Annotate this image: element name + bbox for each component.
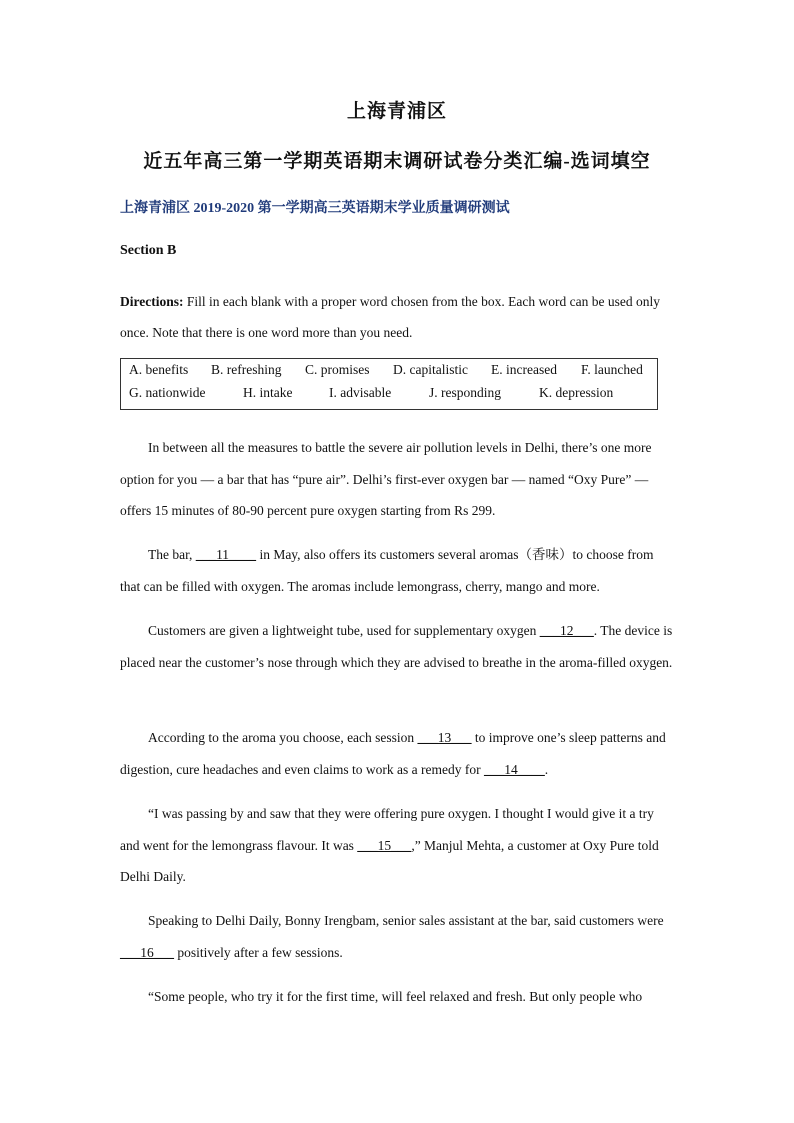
- paragraph-text: .: [544, 761, 549, 777]
- blank-13: ___13___: [417, 730, 472, 745]
- blank-16: ___16___: [120, 944, 174, 960]
- paragraph-text: . The device is placed near the customer’s nose through which they are advised to breathe in the aroma-filled oxygen.: [120, 623, 673, 670]
- blank-14: ___14____: [484, 761, 545, 777]
- word-option: I. advisable: [329, 385, 392, 400]
- paragraph-7: “Some people, who try it for the first time, will feel relaxed and fresh. But only people who: [148, 989, 643, 1004]
- blank-11: ___11____: [195, 547, 257, 562]
- document-subtitle: 近五年高三第一学期英语期末调研试卷分类汇编-选词填空: [143, 151, 651, 172]
- paragraph-text: in May, also offers its customers several aromas（香味）to choose from that can be filled with oxygen. The aromas include lemongrass, cherry, mango and more.: [120, 547, 654, 594]
- paragraph-text: According to the aroma you choose, each session: [148, 730, 418, 745]
- word-option: H. intake: [243, 385, 293, 400]
- paragraph-text: positively after a few sessions.: [174, 944, 343, 960]
- paragraph-text: “I was passing by and saw that they were offering pure oxygen. I thought I would give it a try and went for the lemongrass flavour. It was: [120, 806, 654, 853]
- paragraph-1: In between all the measures to battle the severe air pollution levels in Delhi, there’s one more option for you — a bar that has “pure air”. Delhi’s first-ever oxygen bar — named “Oxy Pure” — offers 15 minutes of 80-90 percent pure oxygen starting from Rs 299.: [120, 440, 652, 518]
- word-option: F. launched: [581, 362, 643, 377]
- blank-15: ___15___: [357, 837, 412, 853]
- directions-text: Fill in each blank with a proper word chosen from the box. Each word can be used only once. Note that there is one word more than you need.: [120, 294, 660, 340]
- word-option: B. refreshing: [211, 362, 282, 377]
- word-option: K. depression: [539, 385, 614, 400]
- document-title: 上海青浦区: [346, 101, 447, 122]
- paragraph-text: ,” Manjul Mehta, a customer at Oxy Pure told Delhi Daily.: [120, 837, 659, 884]
- paragraph-text: The bar,: [148, 547, 196, 562]
- paragraph-6: [120, 905, 676, 968]
- paragraph-5: [120, 798, 676, 893]
- word-option: D. capitalistic: [393, 362, 468, 377]
- paragraph-text: to improve one’s sleep patterns and digestion, cure headaches and even claims to work as a remedy for: [120, 730, 666, 777]
- directions: [120, 286, 680, 348]
- exam-title: 上海青浦区 2019-2020 第一学期高三英语期末学业质量调研测试: [120, 201, 510, 216]
- paragraph-4: [120, 722, 676, 785]
- word-option: A. benefits: [129, 362, 189, 377]
- word-box: [120, 358, 658, 410]
- section-heading: Section B: [120, 243, 177, 258]
- word-option: E. increased: [491, 362, 557, 377]
- directions-label: Directions:: [120, 294, 184, 309]
- paragraph-text: Speaking to Delhi Daily, Bonny Irengbam, senior sales assistant at the bar, said customers were: [148, 913, 664, 928]
- paragraph-2: [120, 539, 676, 602]
- paragraph-3: [120, 615, 676, 678]
- blank-12: ___12___: [539, 623, 594, 638]
- word-option: J. responding: [429, 385, 501, 400]
- word-option: G. nationwide: [129, 385, 206, 400]
- paragraph-text: Customers are given a lightweight tube, used for supplementary oxygen: [148, 623, 540, 638]
- word-option: C. promises: [305, 362, 370, 377]
